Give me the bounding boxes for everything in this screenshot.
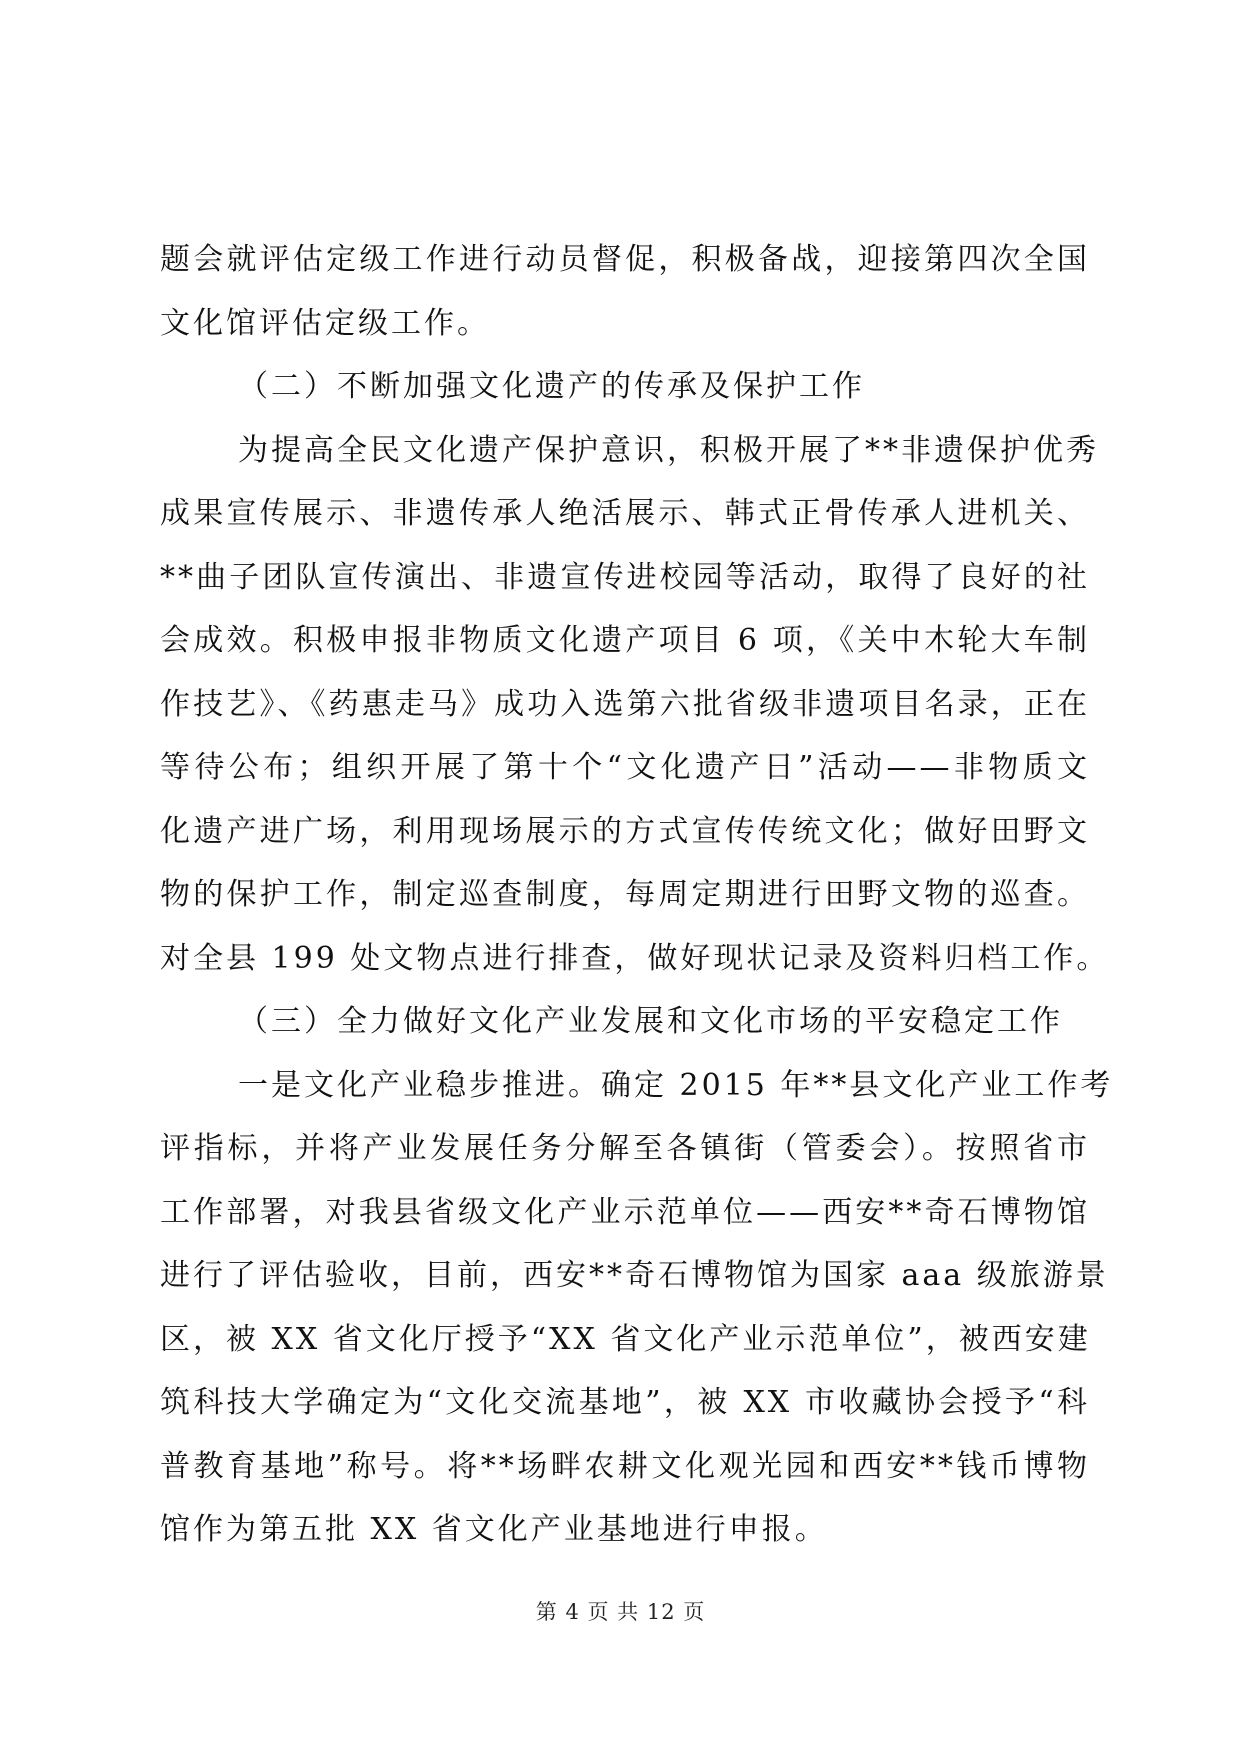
- text-line: 对全县 199 处文物点进行排查，做好现状记录及资料归档工作。: [160, 940, 1110, 976]
- text-line: 作技艺》、《药惠走马》成功入选第六批省级非遗项目名录，正在: [160, 686, 1090, 722]
- text-line: 物的保护工作，制定巡查制度，每周定期进行田野文物的巡查。: [160, 877, 1090, 912]
- text-line: **曲子团队宣传演出、非遗宣传进校园等活动，取得了良好的社: [160, 559, 1090, 595]
- text-line: 工作部署，对我县省级文化产业示范单位——西安**奇石博物馆: [160, 1194, 1090, 1230]
- text-line: 成果宣传展示、非遗传承人绝活展示、韩式正骨传承人进机关、: [160, 496, 1090, 531]
- section-heading: （三）全力做好文化产业发展和文化市场的平安稳定工作: [238, 1004, 1063, 1039]
- text-line: 文化馆评估定级工作。: [160, 305, 490, 341]
- text-line: 为提高全民文化遗产保护意识，积极开展了**非遗保护优秀: [238, 432, 1099, 468]
- text-line: 普教育基地”称号。将**场畔农耕文化观光园和西安**钱币博物: [160, 1448, 1090, 1484]
- text-line: 筑科技大学确定为“文化交流基地”，被 XX 市收藏协会授予“科: [160, 1385, 1090, 1420]
- text-line: 进行了评估验收，目前，西安**奇石博物馆为国家 aaa 级旅游景: [160, 1258, 1109, 1293]
- section-heading: （二）不断加强文化遗产的传承及保护工作: [238, 369, 865, 404]
- text-line: 评指标，并将产业发展任务分解至各镇街（管委会）。按照省市: [160, 1131, 1090, 1166]
- text-line: 化遗产进广场，利用现场展示的方式宣传传统文化；做好田野文: [160, 813, 1090, 849]
- page-number-footer: 第 4 页 共 12 页: [535, 1600, 706, 1624]
- text-line: 一是文化产业稳步推进。确定 2015 年**县文化产业工作考: [238, 1067, 1114, 1103]
- text-line: 会成效。积极申报非物质文化遗产项目 6 项，《关中木轮大车制: [160, 623, 1090, 658]
- text-line: 区，被 XX 省文化厅授予“XX 省文化产业示范单位”，被西安建: [160, 1321, 1091, 1357]
- text-line: 馆作为第五批 XX 省文化产业基地进行申报。: [160, 1512, 828, 1547]
- text-line: 题会就评估定级工作进行动员督促，积极备战，迎接第四次全国: [160, 242, 1090, 277]
- text-line: 等待公布；组织开展了第十个“文化遗产日”活动——非物质文: [160, 750, 1090, 785]
- document-body: [160, 228, 1114, 1562]
